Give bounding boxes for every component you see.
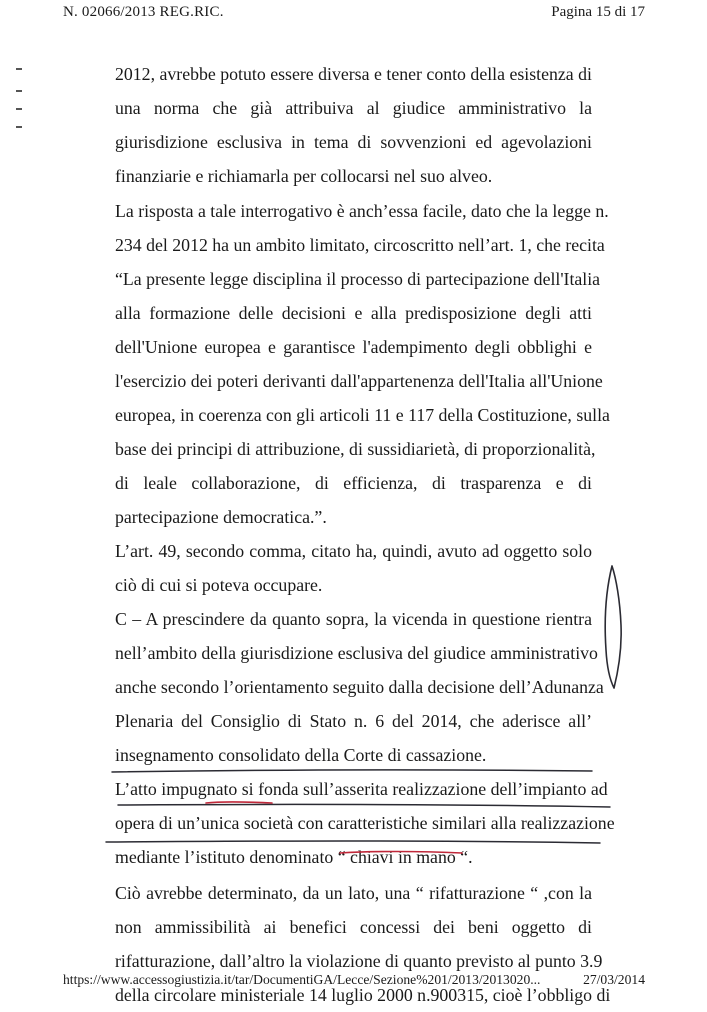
body-line: giurisdizione esclusiva in tema di sovvenzioni ed agevolazioni: [115, 132, 592, 152]
body-line: ciò di cui si poteva occupare.: [115, 575, 323, 595]
body-line: finanziarie e richiamarla per collocarsi nel suo alveo.: [115, 166, 493, 186]
margin-bracket-mark: [605, 566, 621, 688]
body-line: della circolare ministeriale 14 luglio 2000 n.900315, cioè l’obbligo di: [115, 985, 611, 1005]
body-line: alla formazione delle decisioni e alla predisposizione degli atti: [115, 303, 592, 323]
body-line: anche secondo l’orientamento seguito dalla decisione dell’Adunanza: [115, 677, 604, 697]
body-line: Plenaria del Consiglio di Stato n. 6 del 2014, che aderisce all’: [115, 711, 592, 731]
body-line: l'esercizio dei poteri derivanti dall'appartenenza dell'Italia all'Unione: [115, 371, 603, 391]
body-line: C – A prescindere da quanto sopra, la vicenda in questione rientra: [115, 609, 592, 629]
body-line: 2012, avrebbe potuto essere diversa e tener conto della esistenza di: [115, 64, 592, 84]
case-number: N. 02066/2013 REG.RIC.: [63, 4, 224, 20]
footer-date: 27/03/2014: [583, 972, 645, 987]
margin-marks: [16, 68, 26, 138]
body-line: di leale collaborazione, di efficienza, di trasparenza e di: [115, 473, 592, 493]
body-line: non ammissibilità ai benefici concessi dei beni oggetto di: [115, 917, 592, 937]
body-line: La risposta a tale interrogativo è anch’essa facile, dato che la legge n.: [115, 201, 609, 221]
body-line: insegnamento consolidato della Corte di cassazione.: [115, 745, 487, 765]
body-line: europea, in coerenza con gli articoli 11 e 117 della Costituzione, sulla: [115, 405, 610, 425]
body-line: mediante l’istituto denominato “ chiavi in mano “.: [115, 847, 473, 867]
body-line: Ciò avrebbe determinato, da un lato, una “ rifatturazione “ ,con la: [115, 883, 592, 903]
page-number: Pagina 15 di 17: [551, 4, 645, 20]
body-line: “La presente legge disciplina il processo di partecipazione dell'Italia: [115, 269, 601, 289]
body-line: 234 del 2012 ha un ambito limitato, circoscritto nell’art. 1, che recita: [115, 235, 605, 255]
body-line: opera di un’unica società con caratteristiche similari alla realizzazione: [115, 813, 615, 833]
body-line: L’atto impugnato si fonda sull’asserita realizzazione dell’impianto ad: [115, 779, 608, 799]
footer-url: https://www.accessogiustizia.it/tar/DocumentiGA/Lecce/Sezione%201/2013/2013020...: [63, 972, 541, 987]
body-line: base dei principi di attribuzione, di sussidiarietà, di proporzionalità,: [115, 439, 596, 459]
body-line: L’art. 49, secondo comma, citato ha, quindi, avuto ad oggetto solo: [115, 541, 592, 561]
body-line: partecipazione democratica.”.: [115, 507, 327, 527]
body-line: rifatturazione, dall’altro la violazione di quanto previsto al punto 3.9: [115, 951, 603, 971]
body-line: dell'Unione europea e garantisce l'adempimento degli obblighi e: [115, 337, 592, 357]
body-line: nell’ambito della giurisdizione esclusiva del giudice amministrativo: [115, 643, 598, 663]
body-line: una norma che già attribuiva al giudice amministrativo la: [115, 98, 592, 118]
